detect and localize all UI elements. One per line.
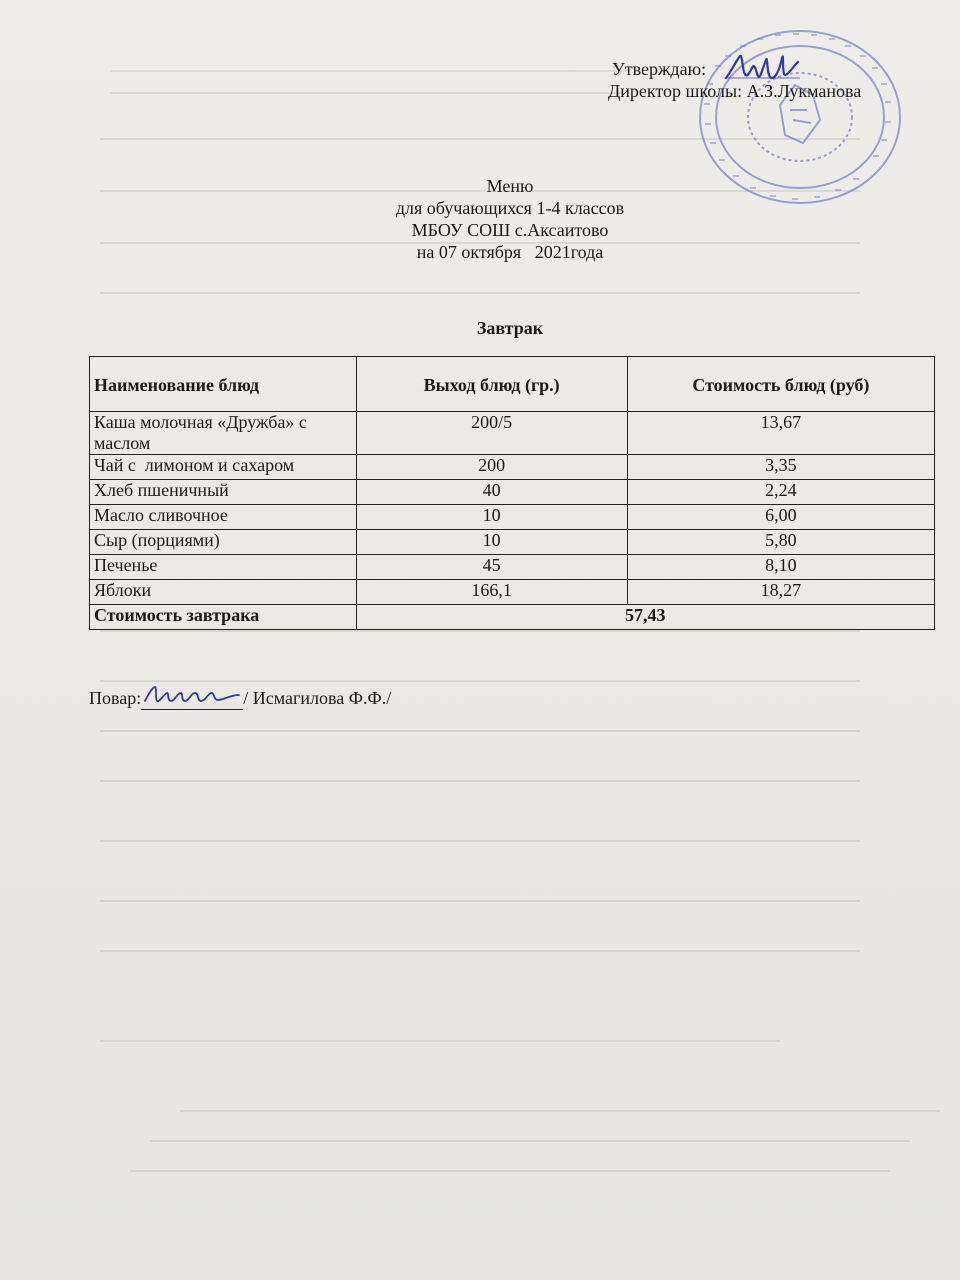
dish-name: Сыр (порциями) [90,530,357,555]
dish-weight: 40 [356,480,627,505]
column-header-cost: Стоимость блюд (руб) [627,357,934,412]
dish-cost: 5,80 [627,530,934,555]
total-value: 57,43 [356,605,934,630]
heading-line-menu: Меню [486,176,534,196]
cook-label: Повар: [89,688,142,708]
dish-cost: 6,00 [627,505,934,530]
dish-cost: 13,67 [627,412,934,455]
heading-line-school: МБОУ СОШ с.Аксаитово [411,220,609,240]
table-header-row [90,357,935,412]
cook-signature [141,683,243,707]
total-row [90,605,935,630]
column-header-weight: Выход блюд (гр.) [356,357,627,412]
dish-weight: 200/5 [356,412,627,455]
cook-signature-line [141,687,243,710]
dish-cost: 8,10 [627,555,934,580]
dish-name: Чай с лимоном и сахаром [90,455,357,480]
column-header-name: Наименование блюд [90,357,357,412]
table-row [90,555,935,580]
approve-label: Утверждаю: [612,59,707,79]
dish-cost: 3,35 [627,455,934,480]
dish-name: Каша молочная «Дружба» с маслом [90,412,357,455]
table-row [90,480,935,505]
section-title-breakfast: Завтрак [476,318,544,338]
cook-name: / Исмагилова Ф.Ф./ [243,688,392,708]
director-label: Директор школы: [608,81,743,101]
table-row [90,530,935,555]
dish-weight: 200 [356,455,627,480]
dish-cost: 18,27 [627,580,934,605]
dish-name: Масло сливочное [90,505,357,530]
dish-weight: 166,1 [356,580,627,605]
heading-line-date: на 07 октября 2021года [416,242,604,262]
dish-name: Хлеб пшеничный [90,480,357,505]
cook-line [89,687,391,710]
table-row [90,455,935,480]
dish-weight: 45 [356,555,627,580]
dish-weight: 10 [356,530,627,555]
table-row [90,412,935,455]
total-label: Стоимость завтрака [90,605,357,630]
dish-name: Печенье [90,555,357,580]
director-name: А.З.Лукманова [746,81,862,101]
table-row [90,580,935,605]
document-heading [0,175,960,263]
dish-name: Яблоки [90,580,357,605]
dish-cost: 2,24 [627,480,934,505]
heading-line-audience: для обучающихся 1-4 классов [395,198,625,218]
menu-table [89,356,935,630]
dish-weight: 10 [356,505,627,530]
director-signature [722,48,802,86]
table-row [90,505,935,530]
